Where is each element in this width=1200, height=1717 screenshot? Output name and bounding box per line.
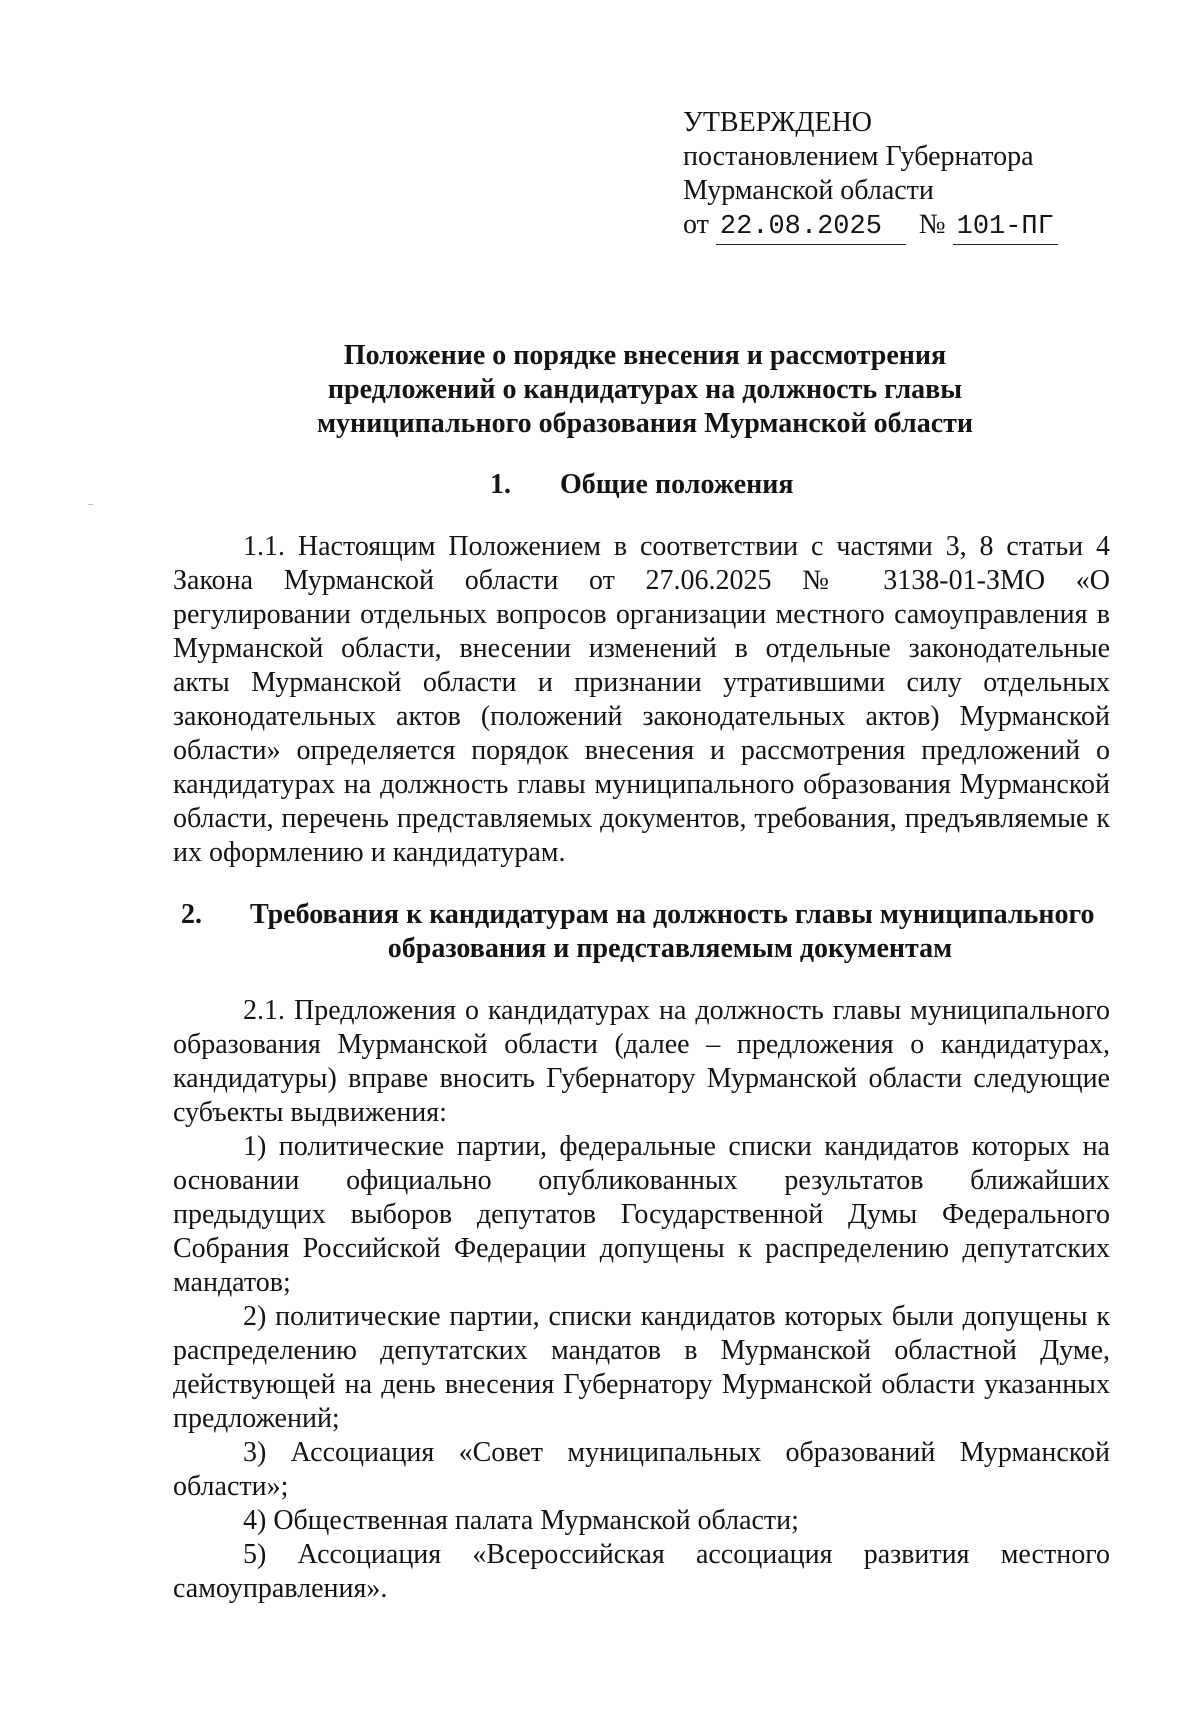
text-line: кандидатурах на должность главы муниципального образования Мурманской [173,769,1110,800]
text-line: 2) политические партии, списки кандидатов которых были допущены к [243,1301,1110,1332]
text-line: 4) Общественная палата Мурманской области; [243,1505,799,1536]
title-line-3: муниципального образования Мурманской области [316,408,974,439]
approval-line-3: Мурманской области [683,175,934,206]
text-line: законодательных актов (положений законодательных актов) Мурманской [173,701,1110,732]
approval-line-2: постановлением Губернатора [683,141,1034,172]
list-item-4 [173,1504,1110,1538]
approval-number-label: № [918,209,946,240]
text-line: области»; [173,1471,289,1502]
approval-from-label: от [683,209,709,240]
text-line: акты Мурманской области и признании утратившими силу отдельных [173,667,1110,698]
approval-stamp: УТВЕРЖДЕНО [683,107,873,138]
text-line: распределению депутатских мандатов в Мурманской областной Думе, [173,1335,1110,1366]
text-line: области» определяется порядок внесения и рассмотрения предложений о [173,735,1110,766]
approval-date-line [683,208,1058,245]
text-line: самоуправления». [173,1573,388,1604]
approval-block [683,106,1058,245]
title-line-1: Положение о порядке внесения и рассмотрения [343,340,947,371]
text-line: 1) политические партии, федеральные списки кандидатов которых на [243,1131,1110,1162]
text-line: 2.1. Предложения о кандидатурах на должность главы муниципального [243,995,1110,1026]
section-2-number: 2. [181,899,202,930]
paragraph-1-1 [173,530,1110,870]
section-1-title: Общие положения [560,469,794,500]
section-2-title-line-1: Требования к кандидатурам на должность главы муниципального [250,899,1095,930]
paragraph-2-1 [173,994,1110,1130]
list-item-2 [173,1300,1110,1436]
text-line: 3) Ассоциация «Совет муниципальных образований Мурманской [243,1437,1110,1468]
text-line: 5) Ассоциация «Всероссийская ассоциация развития местного [243,1539,1110,1570]
title-line-2: предложений о кандидатурах на должность главы [327,374,963,405]
text-line: предыдущих выборов депутатов Государственной Думы Федерального [173,1199,1110,1230]
text-line: основании официально опубликованных результатов ближайших [173,1165,1110,1196]
text-line: области, перечень представляемых документов, требования, предъявляемые к [173,803,1110,834]
section-2-title [250,898,1110,966]
approval-date: 22.08.2025 [716,210,906,245]
margin-mark [88,504,93,505]
list-item-5 [173,1538,1110,1606]
text-line: мандатов; [173,1267,291,1298]
list-item-1 [173,1130,1110,1300]
section-2-title-line-2: образования и представляемым документам [387,933,953,964]
text-line: Собрания Российской Федерации допущены к распределению депутатских [173,1233,1110,1264]
text-line: субъекты выдвижения: [173,1097,447,1128]
text-line: 1.1. Настоящим Положением в соответствии с частями 3, 8 статьи 4 [243,531,1110,562]
text-line: предложений; [173,1403,340,1434]
list-item-3 [173,1436,1110,1504]
text-line: действующей на день внесения Губернатору Мурманской области указанных [173,1369,1110,1400]
text-line: Закона Мурманской области от 27.06.2025 № 3138-01-ЗМО «О [173,565,1110,596]
text-line: Мурманской области, внесении изменений в отдельные законодательные [173,633,1110,664]
document-title [180,339,1110,441]
approval-number: 101-ПГ [953,210,1058,245]
text-line: образования Мурманской области (далее – предложения о кандидатурах, [173,1029,1110,1060]
text-line: регулировании отдельных вопросов организации местного самоуправления в [173,599,1110,630]
section-1-number: 1. [490,469,511,500]
text-line: их оформлению и кандидатурам. [173,837,566,868]
text-line: кандидатуры) вправе вносить Губернатору Мурманской области следующие [173,1063,1110,1094]
